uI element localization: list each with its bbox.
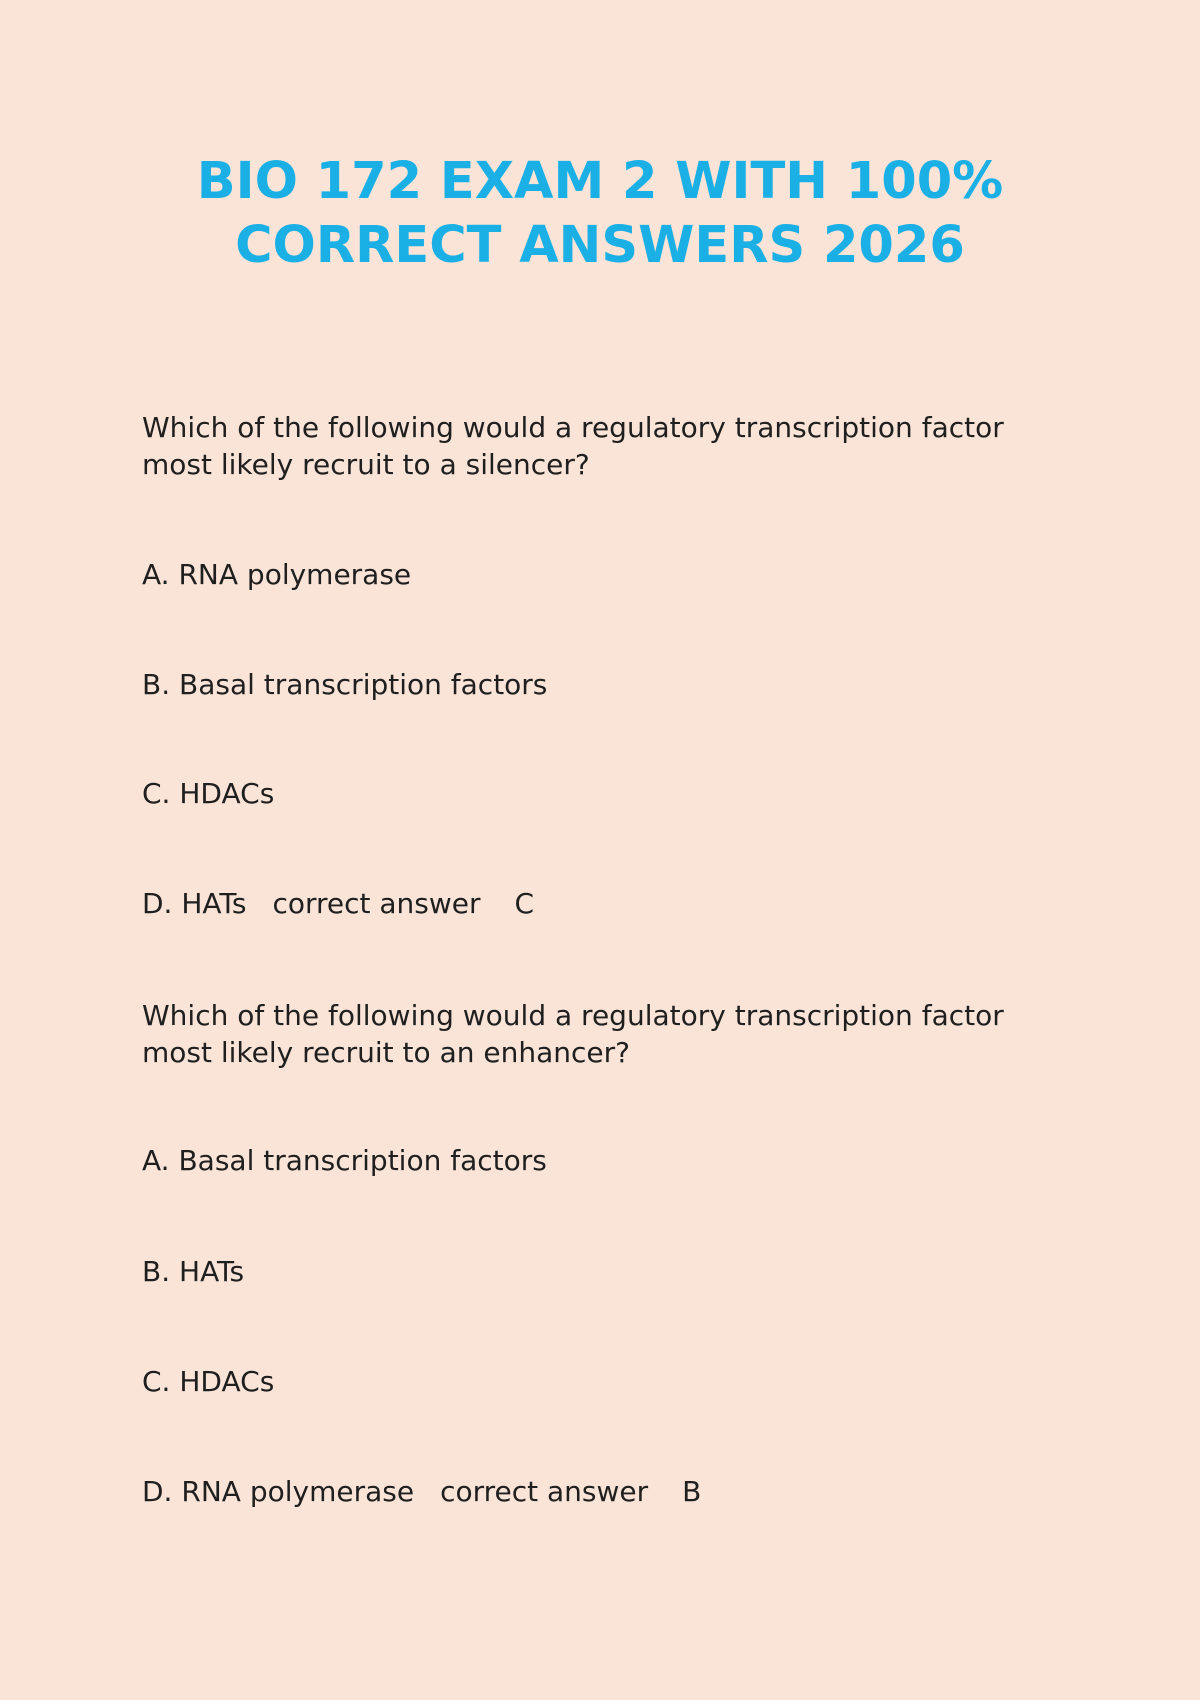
- question-1-answer: C: [514, 887, 535, 920]
- question-2-option-a: A. Basal transcription factors: [142, 1144, 547, 1177]
- question-2-answer-label: correct answer: [440, 1475, 649, 1508]
- question-1-option-a: A. RNA polymerase: [142, 558, 412, 591]
- question-2-line-2: most likely recruit to an enhancer?: [142, 1036, 630, 1069]
- question-1-option-c: C. HDACs: [142, 777, 275, 810]
- question-1-text: [142, 409, 1042, 483]
- document-title: [0, 150, 1200, 278]
- question-2-answer: B: [682, 1475, 702, 1508]
- question-1-line-1: Which of the following would a regulatory transcription factor: [142, 411, 1004, 444]
- question-1-option-d-row: [142, 886, 534, 922]
- question-2-text: [142, 997, 1042, 1071]
- question-2-option-b: B. HATs: [142, 1255, 245, 1288]
- question-1-answer-label: correct answer: [272, 887, 481, 920]
- question-1-option-b: B. Basal transcription factors: [142, 668, 548, 701]
- question-1-line-2: most likely recruit to a silencer?: [142, 448, 590, 481]
- question-2-option-d: D. RNA polymerase: [142, 1475, 415, 1508]
- question-2-line-1: Which of the following would a regulatory transcription factor: [142, 999, 1004, 1032]
- question-2-option-c: C. HDACs: [142, 1365, 275, 1398]
- title-line-2: CORRECT ANSWERS 2026: [235, 216, 965, 275]
- question-2-option-d-row: [142, 1474, 701, 1510]
- title-line-1: BIO 172 EXAM 2 WITH 100%: [196, 152, 1004, 211]
- question-1-option-d: D. HATs: [142, 887, 247, 920]
